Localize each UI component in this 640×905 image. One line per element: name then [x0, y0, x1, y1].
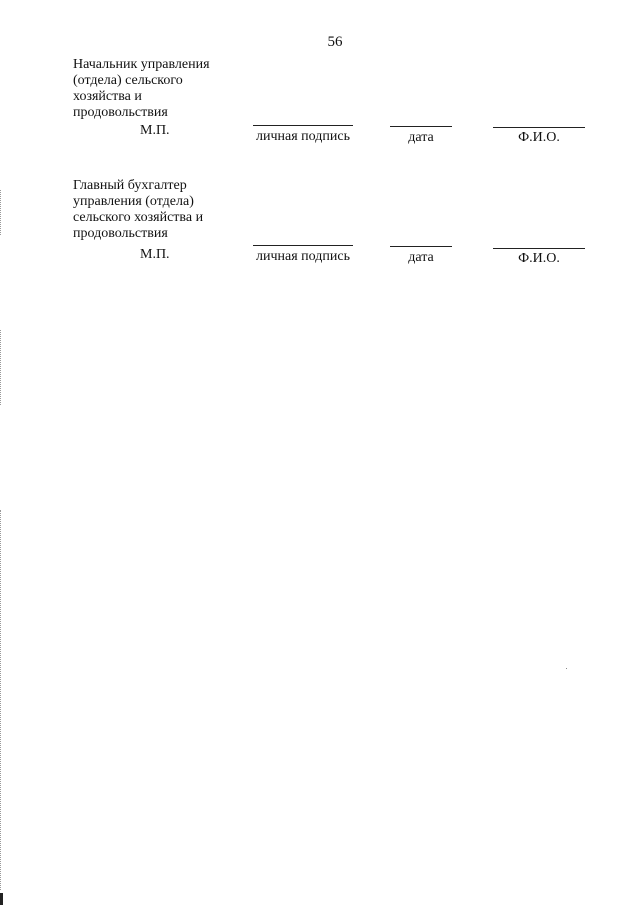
signature-caption: личная подпись — [256, 129, 350, 144]
role-title — [73, 57, 238, 121]
role-line: (отдела) сельского — [73, 73, 183, 88]
date-caption: дата — [408, 250, 434, 265]
role-line: Главный бухгалтер — [73, 178, 187, 193]
stamp-placeholder: М.П. — [140, 247, 170, 262]
date-line — [390, 246, 452, 247]
scan-edge-mark — [0, 330, 2, 405]
name-line — [493, 248, 585, 249]
name-caption: Ф.И.О. — [518, 130, 560, 145]
scan-edge-mark — [0, 190, 2, 235]
page-number: 56 — [327, 34, 343, 50]
stamp-placeholder: М.П. — [140, 123, 170, 138]
role-title — [73, 178, 238, 242]
name-line — [493, 127, 585, 128]
role-line: управления (отдела) — [73, 194, 194, 209]
signature-line — [253, 245, 353, 246]
name-caption: Ф.И.О. — [518, 251, 560, 266]
role-line: продовольствия — [73, 226, 168, 241]
signature-line — [253, 125, 353, 126]
date-caption: дата — [408, 130, 434, 145]
scan-corner-mark — [0, 893, 3, 905]
role-line: Начальник управления — [73, 57, 210, 72]
role-line: продовольствия — [73, 105, 168, 120]
role-line: сельского хозяйства и — [73, 210, 204, 225]
role-line: хозяйства и — [73, 89, 142, 104]
date-line — [390, 126, 452, 127]
scan-speck — [566, 668, 567, 669]
scan-edge-mark — [0, 510, 2, 890]
signature-caption: личная подпись — [256, 249, 350, 264]
